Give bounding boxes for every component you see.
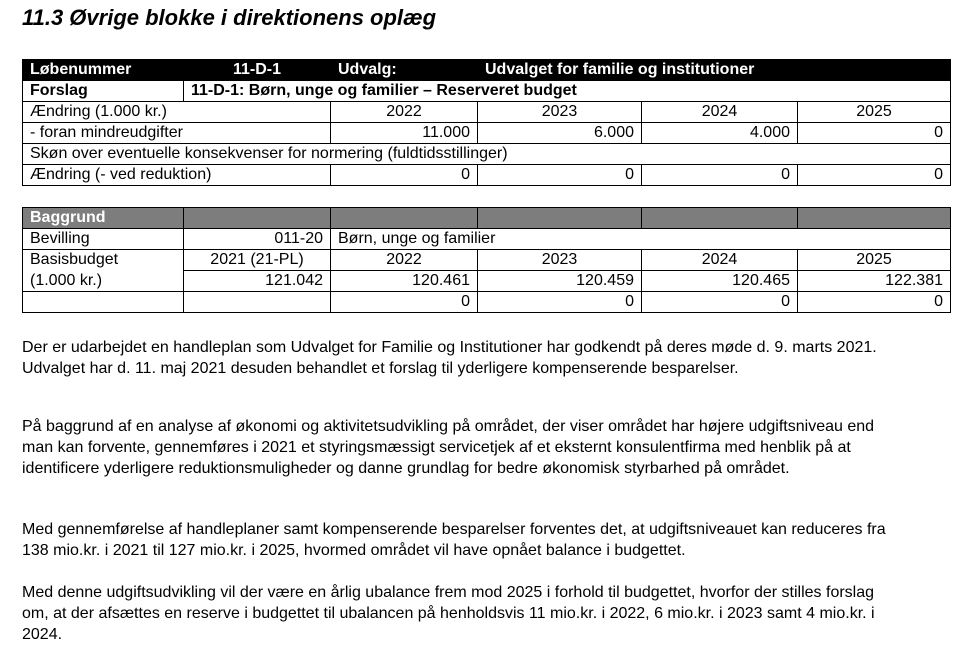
table-row [23,271,951,292]
year-cell: 2022 [331,250,478,271]
value-cell: 121.042 [184,271,331,292]
table-row [23,144,951,165]
value-cell: 0 [478,165,642,186]
year-cell: 2022 [331,102,478,123]
background-table [22,207,951,313]
value-cell: 0 [798,165,951,186]
value-cell: 0 [331,165,478,186]
year-cell: 2024 [642,102,798,123]
bevilling-code: 011-20 [184,229,331,250]
body-paragraph: Med gennemførelse af handleplaner samt kompenserende besparelser forventes det, at udgiftsniveauet kan reduceres fra 138 mio.kr. i 2021 til 127 mio.kr. i 2025, hvormed området vil have opnået balance i budgettet. [22,521,886,559]
lobenummer-label: Løbenummer [23,60,184,81]
lobenummer-value: 11-D-1 [184,60,331,81]
table-row [23,292,951,313]
value-cell: 4.000 [642,123,798,144]
value-cell: 122.381 [798,271,951,292]
year-cell: 2021 (21-PL) [184,250,331,271]
page-title: 11.3 Øvrige blokke i direktionens oplæg [22,5,437,30]
value-cell: 11.000 [331,123,478,144]
forslag-label: Forslag [23,81,184,102]
mindreudgifter-label: - foran mindreudgifter [23,123,331,144]
year-cell: 2023 [478,102,642,123]
value-cell: 120.461 [331,271,478,292]
proposal-table [22,59,951,186]
value-cell: 0 [478,292,642,313]
bevilling-name: Børn, unge og familier [331,229,951,250]
value-cell: 120.459 [478,271,642,292]
unit-label: (1.000 kr.) [23,271,184,292]
udvalg-value: Udvalget for familie og institutioner [478,60,951,81]
basisbudget-label: Basisbudget [23,250,184,271]
year-cell: 2023 [478,250,642,271]
body-paragraph: På baggrund af en analyse af økonomi og aktivitetsudvikling på området, der viser området har højere udgiftsniveau end man kan forvente, gennemføres i 2021 et styringsmæssigt servicetjek af et eksternt konsulentfirma med henblik på at identificere yderligere reduktionsmuligheder og danne grundlag for bedre økonomisk styrbarhed på området. [22,418,875,477]
table-row [23,60,951,81]
baggrund-header: Baggrund [23,208,184,229]
value-cell: 0 [642,292,798,313]
value-cell: 0 [331,292,478,313]
table-row [23,102,951,123]
value-cell: 0 [798,123,951,144]
body-paragraph: Der er udarbejdet en handleplan som Udvalget for Familie og Institutioner har godkendt på deres møde d. 9. marts 2021. Udvalget har d. 11. maj 2021 desuden behandlet et forslag til yderligere kompenserende besparelser. [22,339,877,377]
body-paragraph: Med denne udgiftsudvikling vil der være en årlig ubalance frem mod 2025 i forhold til budgettet, hvorfor der stilles forslag om, at der afsættes en reserve i budgettet til ubalancen på henholdsvis 11 mio.kr. i 2022, 6 mio.kr. i 2023 samt 4 mio.kr. i 2024. [22,584,875,643]
table-row [23,208,951,229]
table-row [23,81,951,102]
value-cell: 6.000 [478,123,642,144]
table-row [23,229,951,250]
value-cell: 120.465 [642,271,798,292]
year-cell: 2024 [642,250,798,271]
value-cell: 0 [798,292,951,313]
value-cell: 0 [642,165,798,186]
normering-label: Skøn over eventuelle konsekvenser for normering (fuldtidsstillinger) [23,144,951,165]
year-cell: 2025 [798,250,951,271]
reduktion-label: Ændring (- ved reduktion) [23,165,331,186]
aendring-label: Ændring (1.000 kr.) [23,102,331,123]
year-cell: 2025 [798,102,951,123]
udvalg-label: Udvalg: [331,60,478,81]
bevilling-label: Bevilling [23,229,184,250]
table-row [23,123,951,144]
table-row [23,250,951,271]
table-row [23,165,951,186]
forslag-value: 11-D-1: Børn, unge og familier – Reserveret budget [184,81,951,102]
